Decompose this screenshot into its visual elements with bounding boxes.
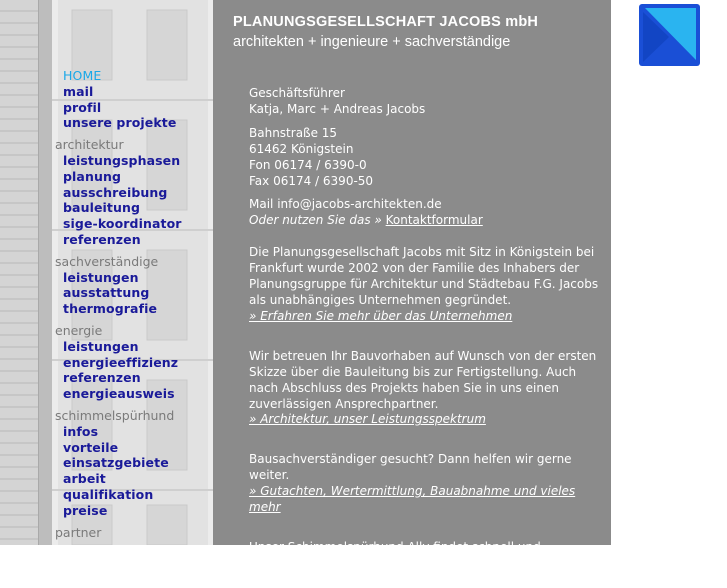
nav-energieausweis[interactable]: energieausweis <box>63 386 175 402</box>
nav-energieeffizienz[interactable]: energieeffizienz <box>63 354 179 370</box>
expert-text: Bausachverständiger gesucht? Dann helfen wir gerne weiter. <box>249 452 572 483</box>
nav-qualifikation[interactable]: qualifikation <box>63 486 154 502</box>
nav-category-energie: energie <box>55 322 103 338</box>
managing-director-label: Geschäftsführer <box>249 86 345 100</box>
contact-line <box>249 213 609 229</box>
nav-ausschreibung[interactable]: ausschreibung <box>63 184 168 200</box>
address-city: 61462 Königstein <box>249 141 354 156</box>
nav-referenzen-energie[interactable]: referenzen <box>63 370 141 386</box>
service-text: Wir betreuen Ihr Bauvorhaben auf Wunsch von der ersten Skizze über die Bauleitung bis zur Fertigstellung. Auch nach Abschluss des Projekts haben Sie in uns einen zuverlässigen Ansprechpartner. <box>249 348 597 411</box>
email-address: Mail info@jacobs-architekten.de <box>249 197 442 212</box>
nav-leistungen-energie[interactable]: leistungen <box>63 338 139 354</box>
nav-bauleitung[interactable]: bauleitung <box>63 200 141 216</box>
nav-mail[interactable]: mail <box>63 83 94 99</box>
nav-preise[interactable]: preise <box>63 502 108 518</box>
main-navigation <box>52 68 213 540</box>
dog-text: Unser Schimmelspürhund Ally findet schnell und zuverlässig versteckten Schimmel und feuchte Ecken in Wohnräumen. <box>249 539 585 586</box>
main-text <box>249 86 609 588</box>
nav-sige-koordinator[interactable]: sige-koordinator <box>63 216 182 232</box>
nav-category-architektur: architektur <box>55 137 124 153</box>
nav-thermografie[interactable]: thermografie <box>63 301 158 317</box>
company-logo-icon[interactable] <box>639 4 700 66</box>
nav-unsere-projekte[interactable]: unsere projekte <box>63 115 177 131</box>
nav-vorteile[interactable]: vorteile <box>63 439 119 455</box>
contact-form-link[interactable]: Kontaktformular <box>385 213 483 228</box>
nav-home[interactable]: HOME <box>63 68 102 83</box>
about-text: Die Planungsgesellschaft Jacobs mit Sitz in Königstein bei Frankfurt wurde 2002 von der Familie des Inhabers der Planungsgruppe für Architektur und Städtebau F.G. Jacobs als unabhängiges Unternehmen gegründet. <box>249 245 599 307</box>
nav-category-schimmelspuerhund: schimmelspürhund <box>55 407 175 423</box>
nav-leistungen-sachverstaendige[interactable]: leistungen <box>63 269 139 285</box>
service-link[interactable]: » Architektur, unser Leistungsspektrum <box>249 412 486 427</box>
nav-infos[interactable]: infos <box>63 423 99 439</box>
nav-planung[interactable]: planung <box>63 168 122 184</box>
company-tagline: architekten + ingenieure + sachverständige <box>233 34 511 50</box>
left-stripe-decoration <box>0 0 38 545</box>
expert-link[interactable]: » Gutachten, Wertermittlung, Bauabnahme und vieles mehr <box>249 484 576 515</box>
address-street: Bahnstraße 15 <box>249 125 338 140</box>
managing-director-names: Katja, Marc + Andreas Jacobs <box>249 101 426 116</box>
left-border-decoration <box>38 0 53 545</box>
nav-leistungsphasen[interactable]: leistungsphasen <box>63 152 181 168</box>
main-content-panel <box>213 0 611 586</box>
nav-ausstattung[interactable]: ausstattung <box>63 285 150 301</box>
nav-profil[interactable]: profil <box>63 99 102 115</box>
contact-prefix: Oder nutzen Sie das » <box>249 213 386 228</box>
sidebar <box>52 0 213 545</box>
about-link[interactable]: » Erfahren Sie mehr über das Unternehmen <box>249 308 513 323</box>
fax-number: Fax 06174 / 6390-50 <box>249 173 374 188</box>
company-name: PLANUNGSGESELLSCHAFT JACOBS mbH <box>233 14 539 30</box>
nav-category-partner: partner <box>55 524 102 540</box>
phone-number: Fon 06174 / 6390-0 <box>249 157 367 172</box>
nav-category-sachverstaendige: sachverständige <box>55 253 159 269</box>
nav-einsatzgebiete[interactable]: einsatzgebiete <box>63 455 169 471</box>
nav-referenzen-architektur[interactable]: referenzen <box>63 231 141 247</box>
nav-arbeit[interactable]: arbeit <box>63 471 106 487</box>
